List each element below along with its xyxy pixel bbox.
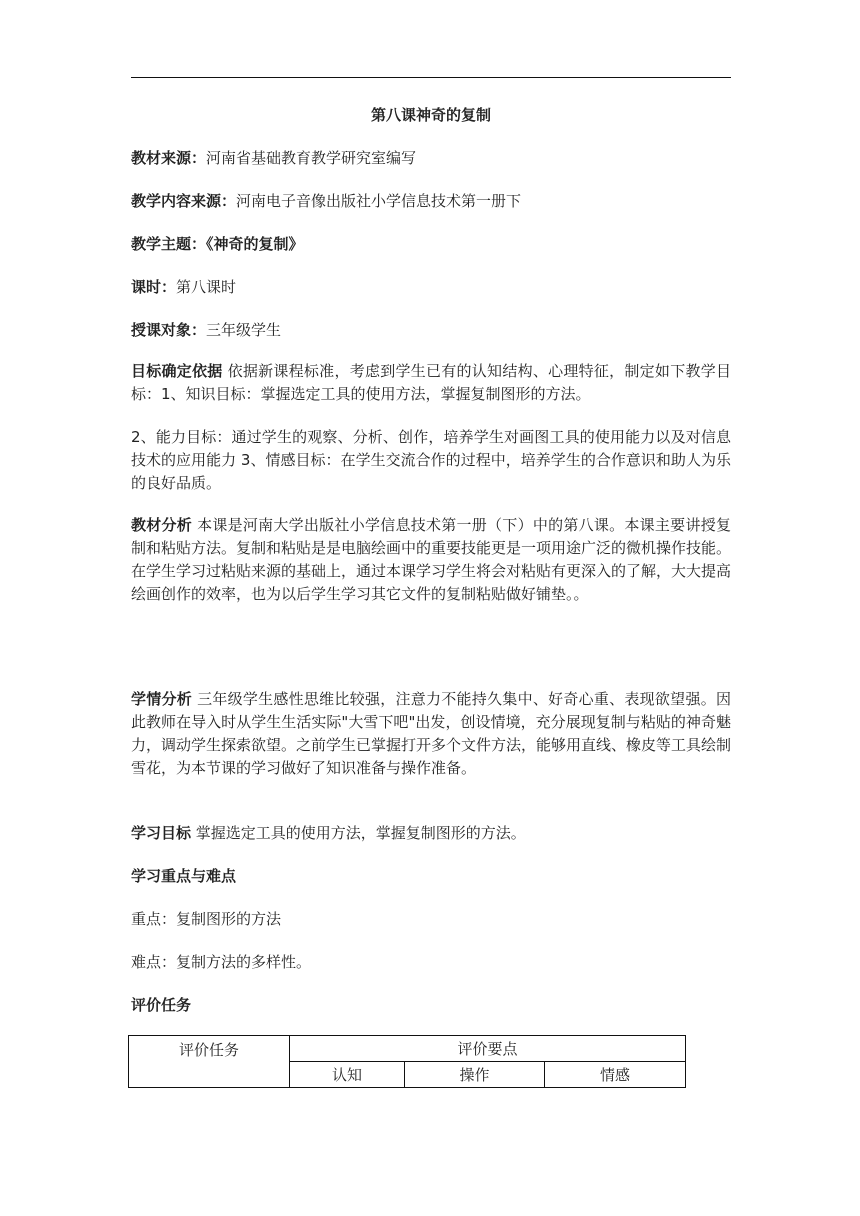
- basis-label: 目标确定依据: [131, 362, 223, 380]
- material-label: 教材分析: [131, 516, 193, 534]
- topic-label: 教学主题：: [131, 235, 207, 253]
- task-header-cell: 评价任务: [129, 1036, 290, 1088]
- hours-line: [131, 276, 731, 298]
- topic-value: 《神奇的复制》: [206, 235, 304, 253]
- basis-paragraph: [131, 360, 731, 406]
- points-header-cell: 评价要点: [290, 1036, 686, 1062]
- ability-paragraph: 2、能力目标：通过学生的观察、分析、创作，培养学生对画图工具的使用能力以及对信息技术的应用能力 3、情感目标：在学生交流合作的过程中，培养学生的合作意识和助人为乐的良好品质。: [131, 428, 731, 492]
- key-point: 重点：复制图形的方法: [131, 910, 282, 928]
- sub-header-operation: 操作: [405, 1062, 545, 1088]
- eval-heading: 评价任务: [131, 996, 192, 1014]
- audience-line: [131, 319, 731, 341]
- audience-value: 三年级学生: [206, 321, 282, 339]
- source-line: [131, 147, 731, 169]
- goal-label: 学习目标: [131, 824, 192, 842]
- sub-header-emotion: 情感: [545, 1062, 686, 1088]
- topic-line: [131, 233, 731, 255]
- goal-text: 掌握选定工具的使用方法，掌握复制图形的方法。: [195, 824, 526, 842]
- source-label: 教材来源：: [131, 149, 207, 167]
- keypoints-heading: 学习重点与难点: [131, 867, 237, 885]
- sub-header-cognition: 认知: [290, 1062, 405, 1088]
- hours-label: 课时：: [131, 278, 177, 296]
- source-value: 河南省基础教育教学研究室编写: [206, 149, 417, 167]
- content-label: 教学内容来源：: [131, 192, 237, 210]
- difficulty-point: 难点：复制方法的多样性。: [131, 953, 312, 971]
- content-line: [131, 190, 731, 212]
- learner-label: 学情分析: [131, 690, 193, 708]
- material-text: 本课是河南大学出版社小学信息技术第一册（下）中的第八课。本课主要讲授复制和粘贴方法。复制和粘贴是是电脑绘画中的重要技能更是一项用途广泛的微机操作技能。在学生学习过粘贴来源的基础上，通过本课学习学生将会对粘贴有更深入的了解，大大提高绘画创作的效率，也为以后学生学习其它文件的复制粘贴做好铺垫。。: [131, 516, 732, 603]
- goal-line: [131, 822, 731, 844]
- page-title: 第八课神奇的复制: [370, 106, 491, 124]
- basis-text: 依据新课程标准，考虑到学生已有的认知结构、心理特征，制定如下教学目标：1、知识目标：掌握选定工具的使用方法，掌握复制图形的方法。: [131, 362, 731, 403]
- header-rule: [131, 77, 731, 78]
- evaluation-table: [128, 1035, 686, 1088]
- learner-text: 三年级学生感性思维比较强，注意力不能持久集中、好奇心重、表现欲望强。因此教师在导入时从学生生活实际"大雪下吧"出发，创设情境，充分展现复制与粘贴的神奇魅力，调动学生探索欲望。之前学生已掌握打开多个文件方法，能够用直线、橡皮等工具绘制雪花，为本节课的学习做好了知识准备与操作准备。: [131, 690, 732, 777]
- learner-paragraph: [131, 688, 731, 780]
- material-paragraph: [131, 514, 731, 606]
- table-row: [129, 1036, 686, 1062]
- content-value: 河南电子音像出版社小学信息技术第一册下: [236, 192, 522, 210]
- audience-label: 授课对象：: [131, 321, 207, 339]
- hours-value: 第八课时: [176, 278, 237, 296]
